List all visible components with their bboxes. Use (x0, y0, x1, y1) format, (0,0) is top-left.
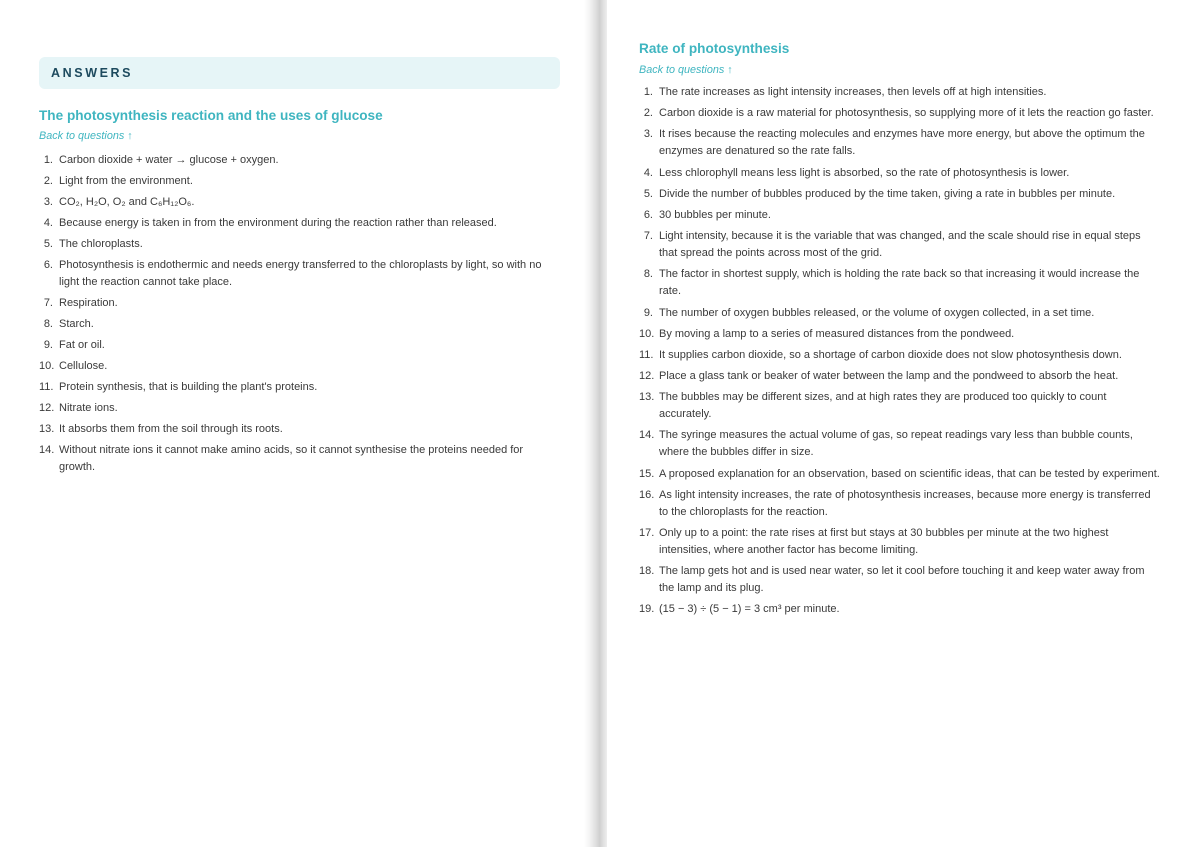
answer-text: It absorbs them from the soil through its roots. (59, 423, 283, 435)
answer-number: 12. (639, 370, 655, 383)
answer-item (639, 105, 1161, 122)
answer-number: 14. (639, 429, 655, 442)
answer-number: 11. (39, 381, 54, 393)
answer-number: 13. (639, 391, 655, 404)
answer-number: 9. (43, 339, 53, 351)
answer-number: 15. (639, 467, 655, 480)
answer-text: As light intensity increases, the rate of photosynthesis increases, because more energy is transferred to the chloroplasts for the reaction. (659, 488, 1151, 518)
answer-item (39, 257, 559, 291)
answer-text: CO₂, H₂O, O₂ and C₆H₁₂O₆. (59, 196, 195, 208)
answer-number: 3. (643, 128, 653, 141)
answer-item (639, 368, 1161, 385)
answer-item (639, 84, 1161, 101)
answer-item (639, 228, 1161, 262)
answer-item (39, 337, 559, 354)
answer-number: 18. (639, 565, 655, 578)
answer-text: It rises because the reacting molecules and enzymes have more energy, but above the optimum the enzymes are denatured so the rate falls. (659, 128, 1145, 158)
answer-item (639, 186, 1161, 203)
answer-text: Respiration. (59, 297, 118, 309)
answer-text: Nitrate ions. (59, 402, 118, 414)
answer-text: Starch. (59, 318, 94, 330)
answer-item (639, 207, 1161, 224)
answer-item (39, 173, 559, 190)
answer-text: Photosynthesis is endothermic and needs energy transferred to the chloroplasts by light, so with no light the reaction cannot take place. (59, 259, 542, 288)
answer-item (639, 389, 1161, 423)
answer-text: Cellulose. (59, 360, 108, 372)
answer-number: 16. (639, 488, 655, 501)
answer-number: 2. (43, 175, 53, 187)
answer-text: The bubbles may be different sizes, and at high rates they are produced too quickly to count accurately. (659, 391, 1107, 421)
answer-text: Fat or oil. (59, 339, 105, 351)
answer-number: 4. (43, 217, 53, 229)
answer-number: 6. (643, 208, 653, 221)
section-title-photosynthesis-reaction: The photosynthesis reaction and the uses of glucose (39, 108, 383, 123)
answer-item (39, 421, 559, 438)
answer-item (39, 400, 559, 417)
answer-list-right (639, 84, 1161, 623)
answer-number: 17. (639, 527, 655, 539)
answer-number: 10. (39, 360, 55, 372)
answer-number: 7. (43, 297, 53, 309)
answer-number: 10. (639, 327, 655, 340)
answer-item (39, 295, 559, 312)
answer-item (639, 427, 1161, 461)
answer-text: The chloroplasts. (59, 238, 143, 250)
answer-text: The lamp gets hot and is used near water, so let it cool before touching it and keep water away from the lamp and its plug. (659, 565, 1145, 595)
answer-text: Light from the environment. (59, 175, 193, 187)
answer-item (39, 194, 559, 211)
answer-item (39, 236, 559, 253)
answer-number: 8. (43, 318, 53, 330)
answer-text: It supplies carbon dioxide, so a shortage of carbon dioxide does not slow photosynthesis down. (659, 348, 1122, 361)
answers-banner: ANSWERS (39, 57, 560, 89)
answer-item (639, 466, 1161, 483)
answer-item (39, 215, 559, 232)
answer-text: The number of oxygen bubbles released, or the volume of oxygen collected, in a set time. (659, 306, 1095, 319)
answer-text: Carbon dioxide + water → glucose + oxygen. (59, 154, 279, 166)
answer-item (639, 487, 1161, 521)
answer-number: 5. (643, 187, 653, 200)
answer-number: 13. (39, 423, 55, 435)
answer-number: 3. (43, 196, 53, 208)
answer-number: 6. (43, 259, 53, 271)
answer-text: By moving a lamp to a series of measured distances from the pondweed. (659, 327, 1015, 340)
answer-item (39, 379, 559, 396)
answer-item (639, 601, 1161, 618)
answer-item (639, 165, 1161, 182)
answer-item (639, 126, 1161, 160)
answer-text: Protein synthesis, that is building the plant's proteins. (59, 381, 318, 393)
section-title-rate-of-photosynthesis: Rate of photosynthesis (639, 41, 790, 56)
answer-text: A proposed explanation for an observation, based on scientific ideas, that can be tested by experiment. (659, 467, 1160, 480)
answer-text: Carbon dioxide is a raw material for photosynthesis, so supplying more of it lets the reaction go faster. (659, 107, 1154, 120)
answer-item (639, 305, 1161, 322)
answer-item (39, 316, 559, 333)
answer-text: (15 − 3) ÷ (5 − 1) = 3 cm³ per minute. (659, 603, 840, 616)
answer-number: 19. (639, 603, 655, 616)
answer-text: Less chlorophyll means less light is absorbed, so the rate of photosynthesis is lower. (659, 166, 1070, 179)
answer-text: Because energy is taken in from the environment during the reaction rather than released. (59, 217, 497, 229)
answer-text: 30 bubbles per minute. (659, 208, 771, 221)
answer-number: 1. (643, 86, 653, 98)
back-to-questions-link[interactable]: Back to questions ↑ (639, 64, 733, 76)
answer-number: 9. (643, 306, 653, 319)
answer-number: 5. (43, 238, 53, 250)
answer-text: Place a glass tank or beaker of water between the lamp and the pondweed to absorb the heat. (659, 370, 1119, 383)
answer-number: 4. (643, 166, 653, 179)
answer-text: The rate increases as light intensity increases, then levels off at high intensities. (659, 86, 1047, 98)
answer-text: The factor in shortest supply, which is holding the rate back so that increasing it would increase the rate. (659, 268, 1140, 298)
answer-number: 11. (639, 348, 654, 361)
answer-number: 8. (643, 268, 653, 281)
answer-text: Only up to a point: the rate rises at first but stays at 30 bubbles per minute at the two highest intensities, where another factor has become limiting. (659, 527, 1109, 556)
answer-text: Light intensity, because it is the variable that was changed, and the scale should rise in equal steps that spread the points across most of the grid. (659, 230, 1141, 260)
answer-item (639, 347, 1161, 364)
answer-number: 14. (39, 444, 55, 456)
answer-text: The syringe measures the actual volume of gas, so repeat readings vary less than bubble counts, where the bubbles differ in size. (659, 429, 1133, 459)
answer-number: 1. (43, 154, 53, 166)
answer-number: 2. (643, 107, 653, 120)
answer-item (39, 442, 559, 476)
back-to-questions-link[interactable]: Back to questions ↑ (39, 130, 133, 142)
answer-item (639, 525, 1161, 559)
left-page (0, 0, 592, 847)
answer-number: 7. (643, 230, 653, 243)
answer-item (639, 326, 1161, 343)
answer-item (639, 563, 1161, 597)
answer-item (39, 358, 559, 375)
answer-text: Without nitrate ions it cannot make amino acids, so it cannot synthesise the proteins needed for growth. (59, 444, 524, 473)
answer-list-left (39, 152, 559, 480)
answer-number: 12. (39, 402, 55, 414)
answer-item (639, 266, 1161, 300)
answer-text: Divide the number of bubbles produced by the time taken, giving a rate in bubbles per minute. (659, 187, 1116, 200)
answer-item (39, 152, 559, 169)
